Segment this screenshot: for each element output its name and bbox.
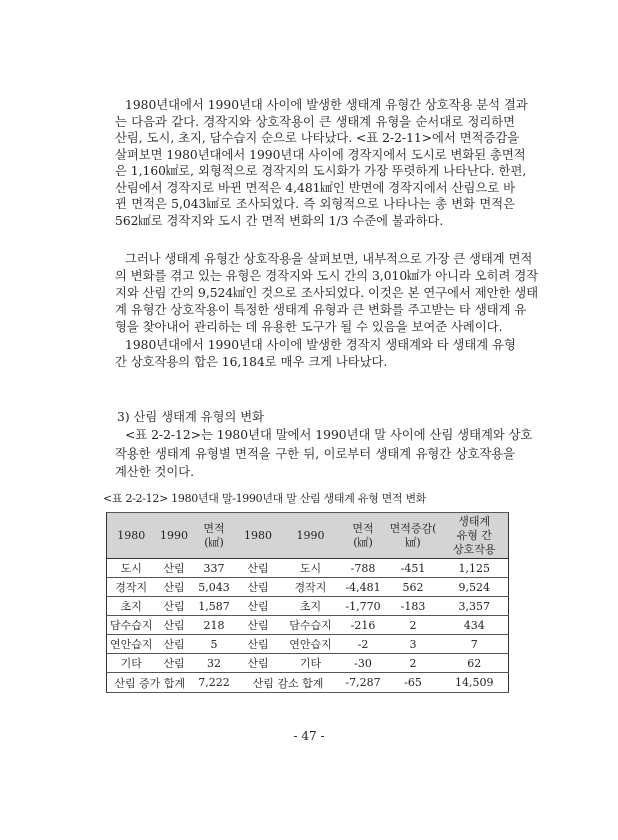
table-cell: 산림 xyxy=(156,597,193,616)
sum-increase-value: 7,222 xyxy=(193,673,236,693)
table-cell: 337 xyxy=(193,559,236,578)
text-line: 그러나 생태계 유형간 상호작용을 살펴보면, 내부적으로 가장 큰 생태계 면적 xyxy=(125,252,533,266)
paragraph-1 xyxy=(115,97,528,229)
text-line: 산림에서 경작지로 바뀐 면적은 4,481㎢인 반면에 경작지에서 산림으로 바 xyxy=(115,180,515,195)
text-line: 계산한 것이다. xyxy=(115,465,195,479)
table-row xyxy=(107,654,509,673)
table-cell: 산림 xyxy=(156,635,193,654)
table-cell: 산림 xyxy=(236,578,281,597)
paragraph-3 xyxy=(115,337,515,370)
text-line: 1980년대에서 1990년대 사이에 발생한 생태계 유형간 상호작용 분석 결과 xyxy=(125,98,528,112)
column-header: 면적 (㎢) xyxy=(193,513,236,559)
table-cell: -451 xyxy=(386,559,441,578)
table-cell: -30 xyxy=(341,654,386,673)
column-header: 1980 xyxy=(236,513,281,559)
table-cell: 62 xyxy=(441,654,509,673)
text-line: 의 변화를 겪고 있는 유형은 경작지와 도시 간의 3,010㎢가 아니라 오히려 경작 xyxy=(115,269,539,283)
text-line: 562㎢로 경작지와 도시 간 면적 변화의 1/3 수준에 불과하다. xyxy=(115,213,444,228)
text-line: 계 유형간 상호작용이 특정한 생태계 유형과 큰 변화를 주고받는 타 생태계 유 xyxy=(115,303,527,317)
text-line: 작용한 생태계 유형별 면적을 구한 뒤, 이로부터 생태계 유형간 상호작용을 xyxy=(115,446,515,461)
column-header: 1990 xyxy=(156,513,193,559)
table-caption: <표 2-2-12> 1980년대 말-1990년대 말 산림 생태계 유형 면적 변화 xyxy=(103,492,427,505)
sum-decrease-label: 산림 감소 합계 xyxy=(236,673,341,693)
table-cell: 초지 xyxy=(107,597,156,616)
table-cell: 도시 xyxy=(281,559,341,578)
text-line: 1980년대에서 1990년대 사이에 발생한 경작지 생태계와 타 생태계 유형 xyxy=(125,338,516,352)
column-header: 생태계 유형 간 상호작용 xyxy=(441,513,509,559)
text-line: 형을 찾아내어 관리하는 데 유용한 도구가 될 수 있음을 보여준 사례이다. xyxy=(115,320,503,334)
paragraph-2 xyxy=(115,251,539,336)
table-cell: -1,770 xyxy=(341,597,386,616)
table-cell: -2 xyxy=(341,635,386,654)
sum-decrease-value: -7,287 xyxy=(341,673,386,693)
table-cell: 담수습지 xyxy=(107,616,156,635)
table-cell: 산림 xyxy=(236,654,281,673)
table-cell: 1,587 xyxy=(193,597,236,616)
sum-interaction: 14,509 xyxy=(441,673,509,693)
table-cell: 1,125 xyxy=(441,559,509,578)
column-header: 면적 (㎢) xyxy=(341,513,386,559)
text-line: 산림, 도시, 초지, 담수습지 순으로 나타났다. <표 2-2-11>에서 면적증감을 xyxy=(115,131,520,145)
table-cell: 9,524 xyxy=(441,578,509,597)
table-cell: 산림 xyxy=(236,616,281,635)
table-cell: 연안습지 xyxy=(107,635,156,654)
sum-change: -65 xyxy=(386,673,441,693)
table-cell: 32 xyxy=(193,654,236,673)
table-cell: 산림 xyxy=(236,635,281,654)
text-line: 살펴보면 1980년대에서 1990년대 사이에 경작지에서 도시로 변화된 총면적 xyxy=(115,147,526,162)
text-line: 지와 산림 간의 9,524㎢인 것으로 조사되었다. 이것은 본 연구에서 제안한 생태 xyxy=(115,286,539,300)
table-row xyxy=(107,559,509,578)
table-cell: 기타 xyxy=(107,654,156,673)
table-cell: 2 xyxy=(386,654,441,673)
table-cell: 산림 xyxy=(236,597,281,616)
table-cell: 5,043 xyxy=(193,578,236,597)
table-cell: 218 xyxy=(193,616,236,635)
table-cell: 담수습지 xyxy=(281,616,341,635)
table-cell: 산림 xyxy=(156,559,193,578)
table-cell: 5 xyxy=(193,635,236,654)
table-cell: 도시 xyxy=(107,559,156,578)
table-row xyxy=(107,578,509,597)
column-header: 면적증감( ㎢) xyxy=(386,513,441,559)
text-line: <표 2-2-12>는 1980년대 말에서 1990년대 말 사이에 산림 생태계와 상호 xyxy=(125,428,533,442)
table-cell: -788 xyxy=(341,559,386,578)
text-line: 간 상호작용의 합은 16,184로 매우 크게 나타났다. xyxy=(115,354,388,369)
table-cell: 434 xyxy=(441,616,509,635)
text-line: 뀐 면적은 5,043㎢로 조사되었다. 즉 외형적으로 나타나는 총 변화 면적은 xyxy=(115,197,515,211)
table-header-row xyxy=(107,513,509,559)
table-cell: 산림 xyxy=(156,578,193,597)
sum-increase-label: 산림 증가 합계 xyxy=(107,673,193,693)
table-cell: 경작지 xyxy=(281,578,341,597)
table-cell: 기타 xyxy=(281,654,341,673)
page-number: - 47 - xyxy=(293,729,325,743)
table-cell: 산림 xyxy=(236,559,281,578)
table-cell: 3,357 xyxy=(441,597,509,616)
table-cell: 초지 xyxy=(281,597,341,616)
table-cell: 2 xyxy=(386,616,441,635)
table-cell: 산림 xyxy=(156,654,193,673)
table-cell: -216 xyxy=(341,616,386,635)
sum-row xyxy=(107,673,509,693)
column-header: 1990 xyxy=(281,513,341,559)
table-cell: 562 xyxy=(386,578,441,597)
section-heading: 3) 산림 생태계 유형의 변화 xyxy=(117,410,265,424)
text-line: 는 다음과 같다. 경작지와 상호작용이 큰 생태계 유형을 순서대로 정리하면 xyxy=(115,114,515,129)
table-row xyxy=(107,635,509,654)
paragraph-4 xyxy=(115,426,533,482)
table-row xyxy=(107,597,509,616)
table-cell: 3 xyxy=(386,635,441,654)
column-header: 1980 xyxy=(107,513,156,559)
table-cell: -4,481 xyxy=(341,578,386,597)
table-cell: 연안습지 xyxy=(281,635,341,654)
table-cell: 산림 xyxy=(156,616,193,635)
table-cell: 경작지 xyxy=(107,578,156,597)
forest-change-table xyxy=(106,512,509,693)
table-row xyxy=(107,616,509,635)
table-cell: -183 xyxy=(386,597,441,616)
text-line: 은 1,160㎢로, 외형적으로 경작지의 도시화가 가장 뚜렷하게 나타난다. 한편, xyxy=(115,164,527,178)
table-cell: 7 xyxy=(441,635,509,654)
